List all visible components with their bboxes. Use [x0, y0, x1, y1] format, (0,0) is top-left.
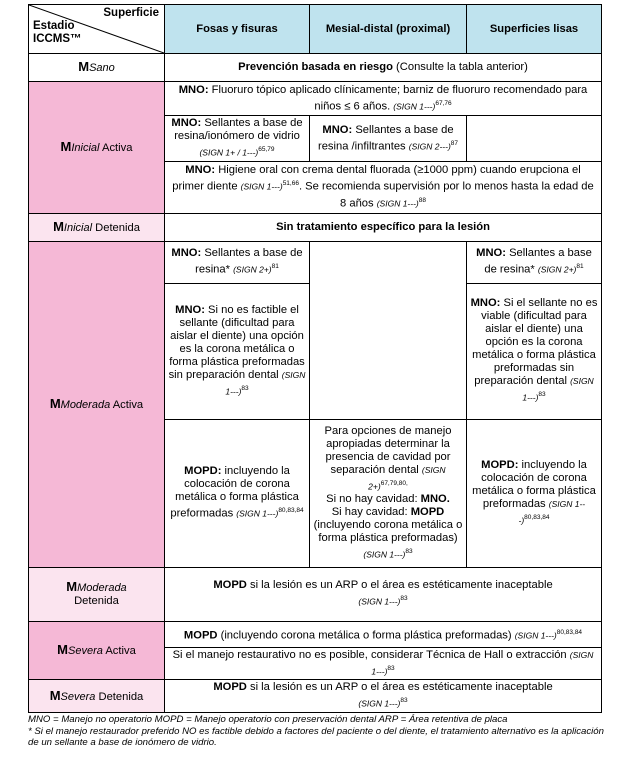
severa-activa-hall: Si el manejo restaurativo no es posible, considerar Técnica de Hall o extracción (SIGN 1---)$^{83}$ [165, 647, 602, 680]
corner-estadio-label: Estadio ICCMS™ [33, 20, 82, 45]
inicial-activa-hygiene: MNO: Higiene oral con crema dental fluorada (≥1000 ppm) cuando erupciona el primer diente (SIGN 1---)$^{51,66}$. Se recomienda supervisión por lo menos hasta la edad de 8 años (SIGN 1---)$^{88}$ [165, 161, 602, 213]
moderada-detenida-treatment: MOPD si la lesión es un ARP o el área es estéticamente inaceptable (SIGN 1---)$^{83}$ [165, 567, 602, 621]
moderada-activa-proximal-options: Para opciones de manejo apropiadas determinar la presencia de cavidad por separación dental (SIGN 2+)$^{67,79,80,}$ Si no hay cavidad: MNO. Si hay cavidad: MOPD (incluyendo corona metálica o forma plástica preformadas) (SIGN 1---)$^{83}$ [310, 419, 467, 567]
footnote-abbreviations: MNO = Manejo no operatorio MOPD = Manejo operatorio con preservación dental ARP = Área retentiva de placa [28, 714, 508, 725]
severa-activa-mopd: MOPD (incluyendo corona metálica o forma plástica preformadas) (SIGN 1---)$^{80,83,84}$ [165, 621, 602, 647]
iccms-treatment-table [28, 4, 602, 713]
inicial-activa-fosas: MNO: Sellantes a base de resina/ionómero de vidrio (SIGN 1+ / 1---)$^{65,79}$ [165, 116, 310, 162]
row-label-severa-detenida: MSevera Detenida [29, 680, 165, 713]
moderada-activa-fosas-crown: MNO: Si no es factible el sellante (dificultad para aislar el diente) una opción es la corona metálica o forma plástica preformadas sin preparación dental (SIGN 1---)$^{83}$ [165, 283, 310, 419]
moderada-activa-proximal-empty [310, 241, 467, 419]
moderada-activa-lisas-mopd: MOPD: incluyendo la colocación de corona metálica o forma plástica preformadas (SIGN 1---)$^{80,83,84}$ [467, 419, 602, 567]
row-label-moderada-activa: MModerada Activa [29, 241, 165, 567]
row-label-sano: MSano [29, 54, 165, 82]
sano-treatment: Prevención basada en riesgo (Consulte la tabla anterior) [165, 54, 602, 82]
inicial-activa-proximal: MNO: Sellantes a base de resina /infiltrantes (SIGN 2---)$^{87}$ [310, 116, 467, 162]
moderada-activa-fosas-sealant: MNO: Sellantes a base de resina* (SIGN 2+)$^{81}$ [165, 241, 310, 283]
inicial-activa-lisas-empty [467, 116, 602, 162]
row-label-severa-activa: MSevera Activa [29, 621, 165, 680]
column-header-fosas: Fosas y fisuras [165, 5, 310, 54]
severa-detenida-treatment: MOPD si la lesión es un ARP o el área es estéticamente inaceptable (SIGN 1---)$^{83}$ [165, 680, 602, 713]
column-header-proximal: Mesial-distal (proximal) [310, 5, 467, 54]
moderada-activa-lisas-crown: MNO: Si el sellante no es viable (dificultad para aislar el diente) una opción es la corona metálica o forma plástica preformadas sin preparación dental (SIGN 1---)$^{83}$ [467, 283, 602, 419]
footnote-asterisk: * Si el manejo restaurador preferido NO es factible debido a factores del paciente o del diente, el tratamiento alternativo es la aplicación de un sellante a base de ionómero de vidrio. [28, 725, 604, 748]
corner-header-cell [29, 5, 165, 54]
moderada-activa-fosas-mopd: MOPD: incluyendo la colocación de corona metálica o forma plástica preformadas (SIGN 1---)$^{80,83,84}$ [165, 419, 310, 567]
moderada-activa-lisas-sealant: MNO: Sellantes a base de resina* (SIGN 2+)$^{81}$ [467, 241, 602, 283]
corner-superficie-label: Superficie [103, 7, 159, 19]
row-label-inicial-activa: MInicial Activa [29, 82, 165, 214]
row-label-moderada-detenida: MModerada Detenida [29, 567, 165, 621]
column-header-lisas: Superficies lisas [467, 5, 602, 54]
inicial-activa-fluoride: MNO: Fluoruro tópico aplicado clínicamente; barniz de fluoruro recomendado para niños ≤ 6 años. (SIGN 1---)$^{67,76}$ [165, 82, 602, 116]
table-footnote [28, 714, 606, 749]
inicial-detenida-treatment: Sin tratamiento específico para la lesión [165, 213, 602, 241]
row-label-inicial-detenida: MInicial Detenida [29, 213, 165, 241]
